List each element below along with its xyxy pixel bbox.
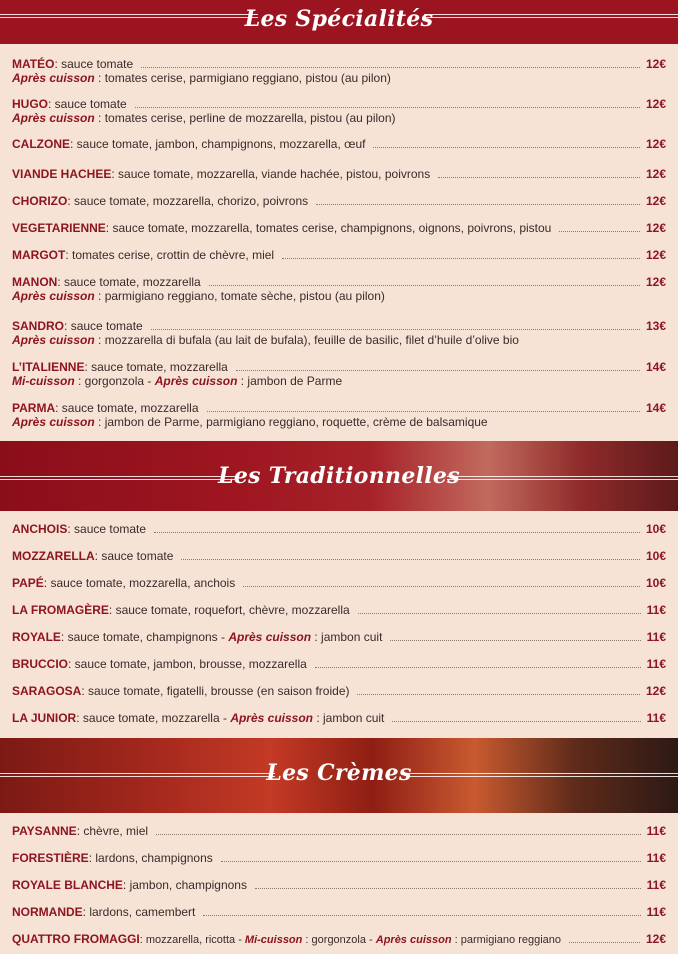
price: 12€	[645, 275, 666, 289]
pizza-name: FORESTIÈRE	[12, 851, 89, 865]
desc-text: sauce tomate, mozzarella, chorizo, poivrons	[74, 194, 309, 208]
pizza-desc: : mozzarella, ricotta - Mi-cuisson : gorgonzola - Après cuisson : parmigiano reggiano	[139, 934, 562, 946]
menu-item	[12, 683, 666, 698]
pizza-desc: : sauce tomate, roquefort, chèvre, mozzarella	[108, 603, 350, 617]
dot-leader	[181, 558, 640, 560]
menu-item-row	[12, 56, 666, 71]
menu-item-row	[12, 400, 666, 415]
pizza-name: PAPÉ	[12, 576, 44, 590]
menu-item-row	[12, 904, 666, 919]
menu-item-row	[12, 166, 666, 181]
dot-leader	[282, 257, 640, 259]
pizza-desc: : sauce tomate, mozzarella	[84, 360, 228, 374]
pizza-name: SANDRO	[12, 319, 65, 333]
cooking-label: Mi-cuisson	[244, 934, 303, 946]
price: 11€	[646, 603, 666, 617]
pizza-desc: : sauce tomate, mozzarella, viande hachée, pistou, poivrons	[111, 167, 431, 181]
menu-item	[12, 575, 666, 590]
menu-item	[12, 710, 666, 725]
menu-item	[12, 850, 666, 865]
pizza-desc: : sauce tomate, figatelli, brousse (en saison froide)	[81, 684, 350, 698]
desc-text: sauce tomate, jambon, brousse, mozzarella	[74, 657, 307, 671]
pizza-name: HUGO	[12, 97, 48, 111]
pizza-desc: : sauce tomate, champignons - Après cuisson : jambon cuit	[60, 630, 383, 644]
menu-item-row	[12, 96, 666, 111]
desc-text: sauce tomate	[61, 57, 134, 71]
dot-leader	[221, 860, 641, 862]
dot-leader	[357, 693, 639, 695]
pizza-name: MOZZARELLA	[12, 549, 95, 563]
section-title: Les Traditionnelles	[218, 463, 460, 489]
menu-item	[12, 318, 666, 347]
desc-text: sauce tomate, mozzarella	[91, 360, 228, 374]
menu-item	[12, 656, 666, 671]
cooking-label: Après cuisson	[375, 934, 452, 946]
dot-leader	[243, 585, 640, 587]
dot-leader	[135, 106, 640, 108]
banner-rule	[447, 476, 678, 480]
menu-item-row	[12, 877, 666, 892]
price: 11€	[646, 824, 666, 838]
menu-item-row	[12, 629, 666, 644]
menu-item-row	[12, 548, 666, 563]
menu-item-row	[12, 710, 666, 725]
pizza-name: ROYALE	[12, 630, 61, 644]
menu-item-row	[12, 850, 666, 865]
pizza-desc: : sauce tomate	[48, 97, 127, 111]
menu-item	[12, 823, 666, 838]
desc-text: : jambon cuit	[313, 711, 385, 725]
desc-text: lardons, camembert	[89, 905, 196, 919]
traditionnelles-banner	[0, 441, 678, 511]
menu-item	[12, 359, 666, 388]
price: 11€	[646, 711, 666, 725]
desc-text: sauce tomate, champignons -	[67, 630, 229, 644]
cooking-text: : tomates cerise, perline de mozzarella, pistou (au pilon)	[94, 111, 396, 125]
price: 11€	[646, 630, 666, 644]
cooking-text: : jambon de Parme	[237, 374, 343, 388]
cooking-label: Après cuisson	[12, 333, 95, 347]
dot-leader	[559, 230, 640, 232]
desc-text: sauce tomate, mozzarella	[61, 401, 199, 415]
desc-text: : jambon cuit	[311, 630, 383, 644]
dot-leader	[151, 328, 640, 330]
price: 10€	[645, 576, 666, 590]
pizza-desc: : sauce tomate, mozzarella	[55, 401, 199, 415]
dot-leader	[154, 531, 640, 533]
pizza-desc: : jambon, champignons	[122, 878, 247, 892]
desc-text: : gorgonzola -	[302, 934, 376, 946]
pizza-name: SARAGOSA	[12, 684, 82, 698]
pizza-name: PAYSANNE	[12, 824, 77, 838]
menu-item-row	[12, 247, 666, 262]
cooking-note	[12, 415, 666, 429]
menu-item-row	[12, 318, 666, 333]
pizza-name: ANCHOIS	[12, 522, 68, 536]
price: 12€	[645, 97, 666, 111]
pizza-name: CHORIZO	[12, 194, 68, 208]
desc-text: sauce tomate	[70, 319, 143, 333]
menu-item-row	[12, 274, 666, 289]
cooking-note	[12, 111, 666, 125]
menu-item	[12, 629, 666, 644]
pizza-name: QUATTRO FROMAGGI	[12, 932, 140, 946]
cooking-label: Après cuisson	[12, 415, 95, 429]
menu-item-row	[12, 521, 666, 536]
price: 10€	[645, 549, 666, 563]
pizza-desc: : sauce tomate	[64, 319, 143, 333]
price: 11€	[646, 878, 666, 892]
pizza-desc: : lardons, camembert	[82, 905, 196, 919]
dot-leader	[438, 176, 640, 178]
price: 12€	[645, 932, 666, 946]
dot-leader	[315, 666, 641, 668]
cremes-list	[0, 813, 678, 954]
pizza-desc: : tomates cerise, crottin de chèvre, miel	[65, 248, 275, 262]
desc-text: chèvre, miel	[83, 824, 149, 838]
menu-item-row	[12, 823, 666, 838]
desc-text: sauce tomate, roquefort, chèvre, mozzarella	[115, 603, 350, 617]
menu-item	[12, 904, 666, 919]
dot-leader	[156, 833, 641, 835]
pizza-name: MARGOT	[12, 248, 66, 262]
menu-item	[12, 96, 666, 125]
desc-text: lardons, champignons	[95, 851, 213, 865]
pizza-desc: : sauce tomate, jambon, champignons, mozzarella, œuf	[70, 137, 366, 151]
traditionnelles-list	[0, 511, 678, 738]
cooking-label: Après cuisson	[12, 111, 95, 125]
pizza-name: CALZONE	[12, 137, 70, 151]
price: 14€	[645, 401, 666, 415]
menu-item-row	[12, 683, 666, 698]
price: 14€	[645, 360, 666, 374]
price: 13€	[645, 319, 666, 333]
price: 12€	[645, 167, 666, 181]
dot-leader	[209, 284, 640, 286]
desc-text: sauce tomate	[101, 549, 174, 563]
cooking-text: : mozzarella di bufala (au lait de bufala), feuille de basilic, filet d’huile d’olive bio	[94, 333, 519, 347]
dot-leader	[392, 720, 640, 722]
pizza-name: MATÉO	[12, 57, 55, 71]
dot-leader	[390, 639, 640, 641]
cooking-label: Après cuisson	[12, 71, 95, 85]
cooking-text: : gorgonzola -	[74, 374, 155, 388]
dot-leader	[373, 146, 639, 148]
pizza-desc: : sauce tomate	[94, 549, 174, 563]
menu-item	[12, 931, 666, 946]
menu-item-row	[12, 220, 666, 235]
specialites-list	[0, 44, 678, 441]
pizza-desc: : sauce tomate, mozzarella, chorizo, poivrons	[67, 194, 309, 208]
menu-item	[12, 400, 666, 429]
price: 12€	[645, 248, 666, 262]
price: 11€	[646, 905, 666, 919]
desc-text: sauce tomate, mozzarella, anchois	[50, 576, 236, 590]
desc-text: : parmigiano reggiano	[451, 934, 562, 946]
price: 12€	[645, 684, 666, 698]
menu-item-row	[12, 193, 666, 208]
desc-text: sauce tomate, mozzarella, tomates cerise, champignons, oignons, poivrons, pistou	[112, 221, 552, 235]
pizza-desc: : sauce tomate	[67, 522, 147, 536]
pizza-desc: : sauce tomate, mozzarella, tomates cerise, champignons, oignons, poivrons, pistou	[105, 221, 552, 235]
dot-leader	[203, 914, 640, 916]
pizza-desc: : chèvre, miel	[76, 824, 149, 838]
section-title: Les Spécialités	[244, 6, 434, 32]
cooking-label: Après cuisson	[154, 374, 238, 388]
menu-item	[12, 193, 666, 208]
price: 12€	[645, 137, 666, 151]
cooking-note	[12, 374, 666, 388]
menu-item	[12, 136, 666, 151]
menu-item	[12, 56, 666, 85]
desc-text: sauce tomate, mozzarella	[64, 275, 201, 289]
desc-text: tomates cerise, crottin de chèvre, miel	[72, 248, 275, 262]
menu-item	[12, 602, 666, 617]
dot-leader	[358, 612, 641, 614]
menu-item-row	[12, 136, 666, 151]
pizza-desc: : sauce tomate, mozzarella, anchois	[43, 576, 236, 590]
menu-item-row	[12, 359, 666, 374]
menu-item	[12, 274, 666, 303]
dot-leader	[141, 66, 640, 68]
banner-rule	[407, 773, 678, 777]
pizza-name: ROYALE BLANCHE	[12, 878, 123, 892]
menu-item-row	[12, 602, 666, 617]
pizza-name: PARMA	[12, 401, 56, 415]
desc-text: jambon, champignons	[129, 878, 247, 892]
dot-leader	[236, 369, 640, 371]
price: 12€	[645, 57, 666, 71]
menu-item	[12, 877, 666, 892]
pizza-desc: : lardons, champignons	[88, 851, 213, 865]
cooking-text: : parmigiano reggiano, tomate sèche, pistou (au pilon)	[94, 289, 385, 303]
banner-rule	[424, 14, 678, 18]
menu-item	[12, 247, 666, 262]
cooking-note	[12, 71, 666, 85]
cooking-text: : jambon de Parme, parmigiano reggiano, roquette, crème de balsamique	[94, 415, 488, 429]
dot-leader	[255, 887, 641, 889]
desc-text: sauce tomate	[54, 97, 127, 111]
price: 11€	[646, 851, 666, 865]
desc-text: mozzarella, ricotta -	[145, 934, 245, 946]
pizza-name: VEGETARIENNE	[12, 221, 106, 235]
pizza-name: NORMANDE	[12, 905, 83, 919]
menu-item	[12, 548, 666, 563]
pizza-desc: : sauce tomate, mozzarella - Après cuisson : jambon cuit	[76, 711, 385, 725]
dot-leader	[207, 410, 640, 412]
menu-item-row	[12, 656, 666, 671]
pizza-name: MANON	[12, 275, 58, 289]
specialites-banner	[0, 0, 678, 44]
cooking-label: Mi-cuisson	[12, 374, 75, 388]
pizza-desc: : sauce tomate, mozzarella	[57, 275, 201, 289]
pizza-name: BRUCCIO	[12, 657, 68, 671]
pizza-name: VIANDE HACHEE	[12, 167, 112, 181]
price: 12€	[645, 194, 666, 208]
cooking-text: : tomates cerise, parmigiano reggiano, pistou (au pilon)	[94, 71, 391, 85]
desc-text: sauce tomate, mozzarella -	[82, 711, 231, 725]
pizza-name: LA FROMAGÈRE	[12, 603, 109, 617]
cooking-note	[12, 289, 666, 303]
dot-leader	[316, 203, 640, 205]
menu-item	[12, 220, 666, 235]
cooking-note	[12, 333, 666, 347]
menu-item	[12, 521, 666, 536]
price: 10€	[645, 522, 666, 536]
pizza-name: L’ITALIENNE	[12, 360, 85, 374]
price: 11€	[646, 657, 666, 671]
dot-leader	[569, 941, 640, 943]
price: 12€	[645, 221, 666, 235]
desc-text: sauce tomate, figatelli, brousse (en saison froide)	[88, 684, 350, 698]
pizza-desc: : sauce tomate, jambon, brousse, mozzarella	[68, 657, 307, 671]
menu-item	[12, 166, 666, 181]
cremes-banner	[0, 738, 678, 813]
cooking-label: Après cuisson	[230, 711, 314, 725]
desc-text: sauce tomate, jambon, champignons, mozzarella, œuf	[76, 137, 366, 151]
menu-item-row	[12, 931, 666, 946]
desc-text: sauce tomate, mozzarella, viande hachée, pistou, poivrons	[118, 167, 431, 181]
menu-item-row	[12, 575, 666, 590]
section-title: Les Crèmes	[266, 760, 412, 786]
cooking-label: Après cuisson	[228, 630, 312, 644]
cooking-label: Après cuisson	[12, 289, 95, 303]
pizza-desc: : sauce tomate	[54, 57, 134, 71]
desc-text: sauce tomate	[74, 522, 147, 536]
pizza-name: LA JUNIOR	[12, 711, 77, 725]
